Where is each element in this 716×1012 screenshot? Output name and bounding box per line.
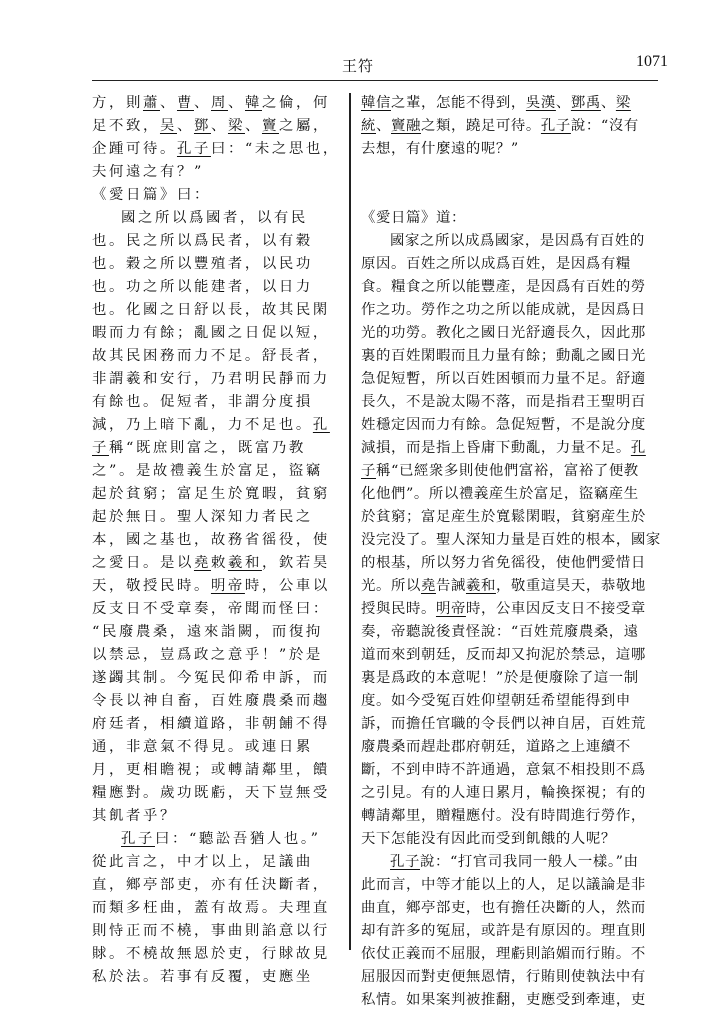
text-line: 暇而力有餘；亂國之日促以短， [92,325,330,341]
text-line: 裏的百姓閑暇而且力量有餘；動亂之國日光 [361,348,646,364]
text-line: 天，敬授民時。明帝時，公車以 [92,578,330,594]
text-line: 斷，不到申時不許通過，意氣不相投則不爲 [361,762,646,778]
text-line: 屈服因而對吏便無恩情，行賄則使執法中有 [361,969,646,985]
text-line: 月，更相瞻視；或轉請鄰里，饋 [92,762,330,778]
underlined-name: 吴 [159,118,177,134]
underlined-name: 孔子 [540,118,571,134]
underlined-name: 梁 [227,118,245,134]
text-line: 化他們”。所以禮義産生於富足，盜竊産生 [361,486,639,502]
text-line: 韓信之輩，怎能不得到，吳漢、鄧禹、梁 [361,95,631,111]
text-line: 光的功勞。教化之國日光舒適長久，因此那 [361,325,646,341]
underlined-name: 蕭 [142,95,160,111]
text-line: “民廢農桑，遠來詣闕，而復拘 [92,624,323,640]
underlined-name: 孔 [630,440,646,456]
text-line: 而類多枉曲，蓋有故焉。夫理直 [92,900,330,916]
text-line: 却有許多的冤屈，或許是有原因的。理直則 [361,923,646,939]
underlined-name: 堯 [193,555,211,571]
underlined-name: 明帝 [435,601,466,617]
text-line: 以禁忌，豈爲政之意乎！”於是 [92,647,323,663]
text-line: 《愛日篇》曰： [92,187,211,203]
text-line: 授與民時。明帝時，公車因反支日不接受章 [361,601,646,617]
text-line: 天下怎能没有因此而受到飢餓的人呢？ [361,831,616,847]
text-line: 從此言之，中才以上，足議曲 [92,854,313,870]
text-line: 裏是爲政的本意呢！”於是便廢除了這一制 [361,670,639,686]
text-line: 道而來到朝廷，反而却又拘泥於禁忌，這哪 [361,647,646,663]
text-line: 國之所以爲國者，以有民 [121,210,308,226]
text-line: 也。穀之所以豐殖者，以民功 [92,256,313,272]
text-line: 夫何遠之有？” [92,164,204,180]
text-line: 起於貧窮；富足生於寬暇，貧窮 [92,486,330,502]
text-line: 急促短暫，所以百姓困頓而力量不足。舒適 [361,371,646,387]
text-line: 之愛日。是以堯敕羲和，欽若昊 [92,555,330,571]
text-line: 則恃正而不橈，事曲則諂意以行 [92,923,330,939]
page-number: 1071 [636,53,668,70]
text-line: 方，則蕭、曹、周、韓之倫，何 [92,95,330,111]
text-line: 有餘也。促短者，非謂分度損 [92,394,313,410]
text-line: 原因。百姓之所以成爲百姓，是因爲有糧 [361,256,631,272]
text-line: 依仗正義而不屈服，理虧則諂媚而行賄。不 [361,946,646,962]
text-line: 非謂羲和安行，乃君明民靜而力 [92,371,330,387]
underlined-name: 竇融 [391,118,421,134]
underlined-name: 明帝 [210,578,245,594]
underlined-name: 孔子 [176,141,211,157]
text-line: 子稱“已經衆多則使他們富裕，富裕了便教 [361,463,639,479]
running-head-title: 王符 [341,57,374,75]
text-line: 没完没了。聖人深知力量是百姓的根本，國家 [361,532,661,548]
classical-text-column [92,92,340,989]
underlined-name: 堯 [420,578,436,594]
text-line: 統、竇融之類，蹺足可待。孔子說：“沒有 [361,118,639,134]
underlined-name: 吳漢 [525,95,556,111]
underlined-name: 子 [92,440,109,456]
text-line: 孔子說：“打官司我同一般人一樣。”由 [390,854,639,870]
text-line: 起於無日。聖人深知力者民之 [92,509,313,525]
text-line: 廢農桑而趕赴郡府朝廷，道路之上連續不 [361,739,631,755]
text-line: 減，乃上暗下亂，力不足也。孔 [92,417,330,433]
underlined-name: 統 [361,118,376,134]
text-line: 國家之所以成爲國家，是因爲有百姓的 [390,233,645,249]
text-line: 長久，不是說太陽不落，而是指君王聖明百 [361,394,646,410]
text-line: 故其民困務而力不足。舒長者， [92,348,330,364]
text-line: 私於法。若事有反覆，吏應坐 [92,969,313,985]
text-line: 轉請鄰里，贈糧應付。没有時間進行勞作， [361,808,646,824]
underlined-name: 羲和 [227,555,262,571]
text-line: 奏，帝聽說後責怪說：“百姓荒廢農桑，遠 [361,624,639,640]
text-line: 於貧窮；富足産生於寬鬆閑暇，貧窮産生於 [361,509,646,525]
text-line: 反支日不受章奏，帝聞而怪曰： [92,601,330,617]
underlined-name: 孔 [312,417,330,433]
underlined-name: 曹 [176,95,194,111]
underlined-name: 韓信 [361,95,391,111]
text-line: 此而言，中等才能以上的人，足以議論是非 [361,877,646,893]
underlined-name: 周 [210,95,228,111]
text-line: 企踵可待。孔子曰：“未之思也， [92,141,340,157]
text-line: 曲直，鄉亭部吏，也有擔任决斷的人，然而 [361,900,646,916]
text-line: 《愛日篇》道： [361,210,466,226]
text-line: 作之功。勞作之功之所以能成就，是因爲日 [361,302,646,318]
text-line: 光。所以堯告誡羲和，敬重這昊天，恭敬地 [361,578,646,594]
underlined-name: 孔子 [390,854,420,870]
text-line: 賕。不橈故無恩於吏，行賕故見 [92,946,330,962]
text-line: 的根基，所以努力省免徭役，使他們愛惜日 [361,555,646,571]
text-line: 通，非意氣不得見。或連日累 [92,739,313,755]
underlined-name: 鄧 [193,118,211,134]
underlined-name: 韓 [244,95,262,111]
text-line: 也。功之所以能建者，以日力 [92,279,313,295]
text-line: 其飢者乎？ [92,808,177,824]
translation-column [361,92,661,1012]
underlined-name: 竇 [261,118,279,134]
text-line: 足不致，吴、鄧、梁、竇之屬， [92,118,330,134]
text-line: 糧應對。歲功既虧，天下豈無受 [92,785,330,801]
header-rule [92,80,658,81]
underlined-name: 子 [361,463,376,479]
underlined-name: 孔子 [121,831,155,847]
underlined-name: 鄧禹 [570,95,601,111]
text-line: 度。如今受冤百姓仰望朝廷希望能得到申 [361,693,631,709]
text-line: 本，國之基也，故務省徭役，使 [92,532,330,548]
text-line: 之引見。有的人連日累月，輪換探視；有的 [361,785,646,801]
column-divider [349,93,351,950]
text-line: 孔子曰：“聽訟吾猶人也。” [121,831,321,847]
text-line: 減損，而是指上昏庸下動亂，力量不足。孔 [361,440,646,456]
text-line: 令長以神自畜，百姓廢農桑而趨 [92,693,330,709]
text-line: 食。糧食之所以能豐產，是因爲有百姓的勞 [361,279,646,295]
text-line: 府廷者，相續道路，非朝餔不得 [92,716,330,732]
text-line: 直，鄉亭部吏，亦有任決斷者， [92,877,330,893]
text-line: 子稱“既庶則富之，既富乃教 [92,440,306,456]
text-line: 之”。是故禮義生於富足，盜竊 [92,463,323,479]
text-line: 也。民之所以爲民者，以有穀 [92,233,313,249]
text-line: 遂蠲其制。今冤民仰希申訴，而 [92,670,330,686]
text-line: 也。化國之日舒以長，故其民閑 [92,302,330,318]
text-line: 訴，而擔任官職的令長們以神自居，百姓荒 [361,716,646,732]
text-line: 去想，有什麼遠的呢？” [361,141,519,157]
underlined-name: 羲和 [465,578,496,594]
text-line: 姓穩定因而力有餘。急促短暫，不是說分度 [361,417,646,433]
text-line: 私情。如果案判被推翻，吏應受到牽連，吏 [361,992,646,1008]
underlined-name: 梁 [615,95,631,111]
